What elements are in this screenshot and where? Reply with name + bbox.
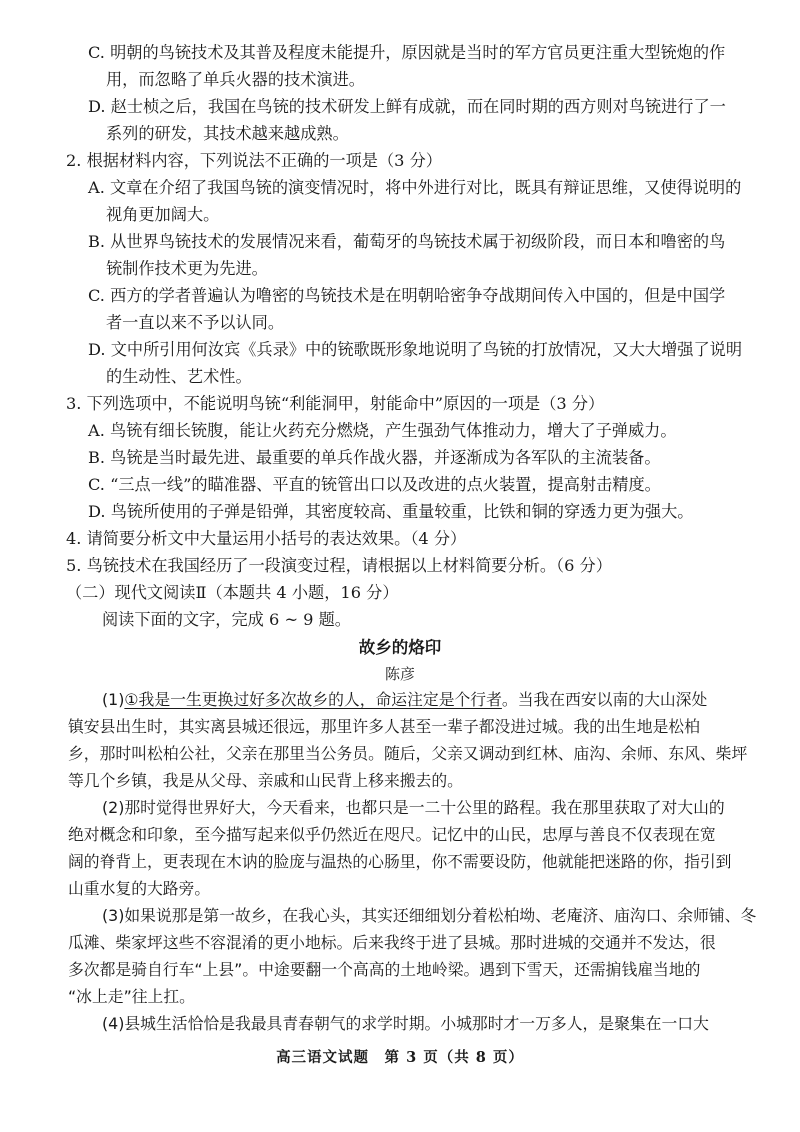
q2-stem: 2. 根据材料内容，下列说法不正确的一项是（3 分） [66,151,442,170]
q2-option-b-line2: 铳制作技术更为先进。 [106,259,268,278]
article-author: 陈彦 [384,665,415,683]
paragraph-text: 。当我在西安以南的大山深处 [501,690,708,709]
q2-option-c-line1: C. 西方的学者普遍认为噜密的鸟铳技术是在明朝哈密争夺战期间传入中国的，但是中国学 [88,286,726,305]
page-footer: 高三语文试题 第 3 页（共 8 页） [276,1049,524,1066]
q1-option-d-line2: 系列的研发，其技术越来越成熟。 [106,124,349,143]
q3-option-c: C. “三点一线”的瞄准器、平直的铳管出口以及改进的点火装置，提高射击精度。 [88,475,661,494]
q3-option-d: D. 鸟铳所使用的子弹是铅弹，其密度较高、重量较重，比铁和铜的穿透力更为强大。 [88,502,694,521]
q1-option-d-line1: D. 赵士桢之后，我国在鸟铳的技术研发上鲜有成就，而在同时期的西方则对鸟铳进行了一 [88,97,726,116]
q2-option-a-line2: 视角更加阔大。 [106,205,220,224]
q2-option-d-line2: 的生动性、艺术性。 [106,367,252,386]
q2-option-c-line2: 者一直以来不予以认同。 [106,313,285,332]
section-heading: （二）现代文阅读Ⅱ（本题共 4 小题，16 分） [66,583,399,602]
q2-option-b-line1: B. 从世界鸟铳技术的发展情况来看，葡萄牙的鸟铳技术属于初级阶段，而日本和噜密的鸟 [88,232,726,251]
paragraph-2-line2: 绝对概念和印象，至今描写起来似乎仍然近在咫尺。记忆中的山民，忠厚与善良不仅表现在宽 [68,825,716,844]
q5-stem: 5. 鸟铳技术在我国经历了一段演变过程，请根据以上材料简要分析。（6 分） [66,556,612,575]
q2-option-a-line1: A. 文章在介绍了我国鸟铳的演变情况时，将中外进行对比，既具有辩证思维，又使得说明的 [88,178,742,197]
paragraph-3-line4: “冰上走”往上扛。 [68,987,195,1006]
paragraph-1-line3: 乡，那时叫松柏公社，父亲在那里当公务员。随后，父亲又调动到红林、庙沟、余师、东风、柴坪 [68,744,748,763]
article-title: 故乡的烙印 [358,638,442,657]
paragraph-2-line4: 山重水复的大路旁。 [68,879,211,898]
q3-stem: 3. 下列选项中，不能说明鸟铳“利能洞甲，射能命中”原因的一项是（3 分） [66,394,605,413]
paragraph-1-line4: 等几个乡镇，我是从父母、亲戚和山民背上移来搬去的。 [68,771,463,790]
q1-option-c-line1: C. 明朝的鸟铳技术及其普及程度未能提升，原因就是当时的军方官员更注重大型铳炮的作 [88,43,726,62]
paragraph-4-line1: (4)县城生活恰恰是我最具青春朝气的求学时期。小城那时才一万多人，是聚集在一口大 [102,1014,709,1033]
paragraph-3-line2: 瓜滩、柴家坪这些不容混淆的更小地标。后来我终于进了县城。那时进城的交通并不发达，很 [68,933,716,952]
paragraph-3-line1: (3)如果说那是第一故乡，在我心头，其实还细细划分着松柏坳、老庵济、庙沟口、余师铺、冬 [102,906,757,925]
paragraph-number: (1) [102,690,125,709]
q3-option-b: B. 鸟铳是当时最先进、最重要的单兵作战火器，并逐渐成为各军队的主流装备。 [88,448,661,467]
paragraph-2-line1: (2)那时觉得世界好大，今天看来，也都只是一二十公里的路程。我在那里获取了对大山的 [102,798,725,817]
section-instruction: 阅读下面的文字，完成 6 ~ 9 题。 [102,610,351,629]
q4-stem: 4. 请简要分析文中大量运用小括号的表达效果。（4 分） [66,529,467,548]
q3-option-a: A. 鸟铳有细长铳腹，能让火药充分燃烧，产生强劲气体推动力，增大了子弹威力。 [88,421,677,440]
q1-option-c-line2: 用，而忽略了单兵火器的技术演进。 [106,70,365,89]
q2-option-d-line1: D. 文中所引用何汝宾《兵录》中的铳歌既形象地说明了鸟铳的打放情况，又大大增强了说明 [88,340,743,359]
underlined-sentence: ①我是一生更换过好多次故乡的人，命运注定是个行者 [124,690,502,709]
paragraph-2-line3: 阔的脊背上，更表现在木讷的脸庞与温热的心肠里，你不需要设防，他就能把迷路的你，指引到 [68,852,732,871]
paragraph-1-line2: 镇安县出生时，其实离县城还很远，那里许多人甚至一辈子都没进过城。我的出生地是松柏 [68,717,700,736]
paragraph-3-line3: 多次都是骑自行车“上县”。中途要翻一个高高的土地岭梁。遇到下雪天，还需掮钱雇当地的 [68,960,701,979]
paragraph-1-line1 [102,687,707,714]
